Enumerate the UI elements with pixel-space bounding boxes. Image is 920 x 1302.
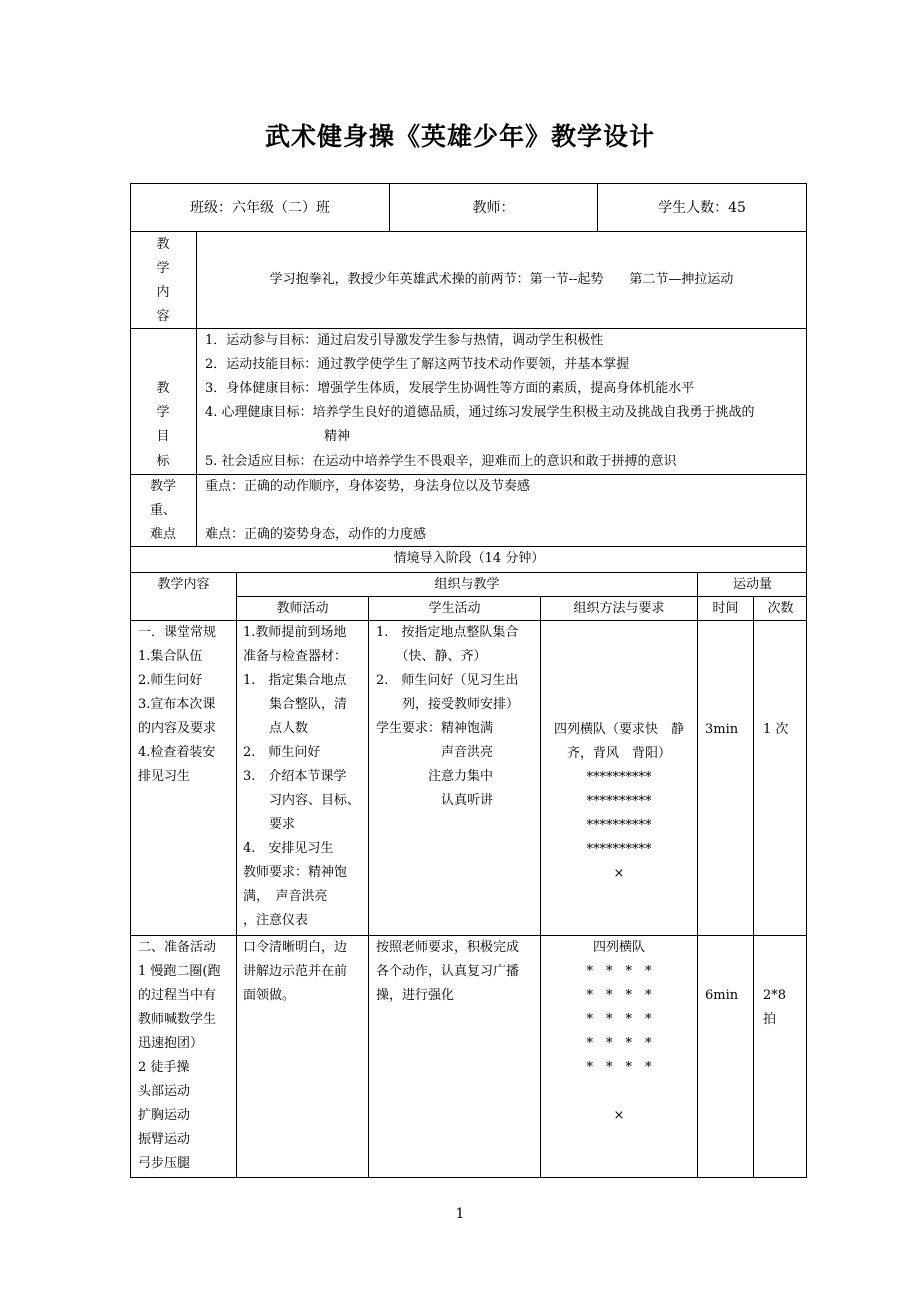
goals-label-char: 标 <box>156 454 170 469</box>
teacher-label: 教师： <box>472 200 515 216</box>
content-label-char: 内 <box>156 285 170 300</box>
row2-teacher: 口令清晰明白，边 讲解边示范并在前 面领做。 <box>243 940 348 1003</box>
header-time: 时间 <box>712 601 739 616</box>
row2-method: 四列横队 * * * * * * * * * * * * * * * * * * * * × <box>586 940 652 1123</box>
header-content: 教学内容 <box>157 577 210 592</box>
header-method: 组织方法与要求 <box>573 601 665 616</box>
header-load: 运动量 <box>732 577 772 592</box>
divider <box>697 572 698 1178</box>
goal-line: 4. 心理健康目标：培养学生良好的道德品质，通过练习发展学生积极主动及挑战自我勇于挑战的 <box>205 405 755 420</box>
goal-line: 2．运动技能目标：通过教学使学生了解这两节技术动作要领，并基本掌握 <box>205 357 630 372</box>
header-student: 学生活动 <box>428 601 481 616</box>
page-number: 1 <box>455 1206 465 1222</box>
keypoints-label: 教学 <box>149 479 176 494</box>
header-org: 组织与教学 <box>434 577 500 592</box>
row1-teacher: 1.教师提前到场地 准备与检查器材： 1. 指定集合地点 集合整队，清 点人数 2. 师生问好 3. 介绍本节课学 习内容、目标、 要求 4. 安排见习生 教师要求：精神饱 满， 声音洪亮 ，注意仪表 <box>243 625 361 928</box>
student-count-label: 学生人数：45 <box>658 200 746 216</box>
header-teacher: 教师活动 <box>276 601 329 616</box>
header-count: 次数 <box>767 601 794 616</box>
row1-time: 3min <box>705 722 739 737</box>
difficulty-point: 难点：正确的姿势身态，动作的力度感 <box>205 527 427 542</box>
goal-line: 5. 社会适应目标：在运动中培养学生不畏艰辛，迎难而上的意识和敢于拼搏的意识 <box>205 454 677 469</box>
content-text: 学习抱拳礼，教授少年英雄武术操的前两节：第一节--起势 第二节—抻拉运动 <box>269 272 734 287</box>
row1-student: 1. 按指定地点整队集合 （快、静、齐） 2. 师生问好（见习生出 列，接受教师安排） 学生要求：精神饱满 声音洪亮 注意力集中 认真听讲 <box>376 625 520 808</box>
goals-label-char: 目 <box>156 429 170 444</box>
row1-count: 1 次 <box>763 722 789 737</box>
document-title: 武术健身操《英雄少年》教学设计 <box>264 122 655 151</box>
content-label-char: 教 <box>156 237 170 252</box>
row1-method: 四列横队（要求快 静 齐，背风 背阳） ********** ********** ********** ********** × <box>553 722 684 881</box>
goals-label-char: 教 <box>156 381 170 396</box>
divider <box>753 596 754 1178</box>
keypoints-label: 难点 <box>149 527 176 542</box>
class-label: 班级：六年级（二）班 <box>190 200 330 216</box>
divider <box>236 572 237 1178</box>
divider <box>130 231 807 232</box>
row2-time: 6min <box>705 988 739 1003</box>
goal-line: 精神 <box>324 429 351 444</box>
keypoints-label: 重、 <box>149 503 176 518</box>
content-label-char: 学 <box>156 261 170 276</box>
row2-content: 二、准备活动 1 慢跑二圈(跑 的过程当中有 教师喊数学生 迅速抱团） 2 徒手操 头部运动 扩胸运动 振臂运动 弓步压腿 <box>138 940 221 1171</box>
goal-line: 3．身体健康目标：增强学生体质，发展学生协调性等方面的素质，提高身体机能水平 <box>205 381 695 396</box>
goals-label-char: 学 <box>156 405 170 420</box>
row2-student: 按照老师要求，积极完成 各个动作，认真复习广播 操，进行强化 <box>376 940 520 1003</box>
content-label-char: 容 <box>156 309 170 324</box>
row1-content: 一．课堂常规 1.集合队伍 2.师生问好 3.宣布本次课 的内容及要求 4.检查着装安 排见习生 <box>138 625 217 784</box>
stage-title: 情境导入阶段（14 分钟） <box>393 551 545 566</box>
goal-line: 1．运动参与目标：通过启发引导激发学生参与热情，调动学生积极性 <box>205 333 604 348</box>
divider <box>368 596 369 1178</box>
key-point: 重点：正确的动作顺序，身体姿势，身法身位以及节奏感 <box>205 479 531 494</box>
row2-count: 2*8 拍 <box>763 988 787 1027</box>
